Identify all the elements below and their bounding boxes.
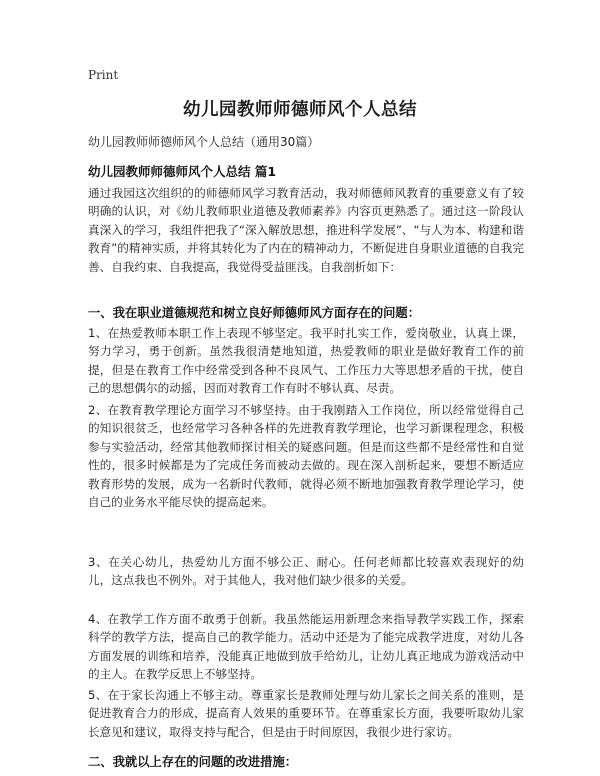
document-subtitle: 幼儿园教师师德师风个人总结（通用30篇） [88, 135, 320, 149]
problem-item-3: 3、在关心幼儿，热爱幼儿方面不够公正、耐心。任何老师都比较喜欢表现好的幼儿，这点我也不例外。对于其他人，我对他们缺少很多的关爱。 [88, 555, 524, 588]
problem-item-1: 1、在热爱教师本职工作上表现不够坚定。我平时扎实工作，爱岗敬业，认真上课，努力学习，勇于创新。虽然我很清楚地知道，热爱教师的职业是做好教育工作的前提，但是在教育工作中经常受到各种不良风气、工作压力大等思想矛盾的干扰，使自己的思想偶尔的动摇，因而对教育工作有时不够认真、尽责。 [88, 326, 524, 396]
problem-item-5: 5、在于家长沟通上不够主动。尊重家长是教师处理与幼儿家长之间关系的准则，是促进教育合力的形成，提高育人效果的重要环节。在尊重家长方面，我要听取幼儿家长意见和建议，取得支持与配合，但是由于时间原因，我很少进行家访。 [88, 688, 524, 739]
problem-item-4: 4、在教学工作方面不敢勇于创新。我虽然能运用新理念来指导教学实践工作，探索科学的教学方法，提高自己的教学能力。活动中还是为了能完成教学进度，对幼儿各方面发展的训练和培养，没能真正地做到放手给幼儿，让幼儿真正地成为游戏活动中的主人。在教学反思上不够坚持。 [88, 612, 524, 682]
heading-improvements: 二、我就以上存在的问题的改进措施： [88, 755, 298, 769]
print-link[interactable]: Print [88, 68, 119, 82]
document-title: 幼儿园教师师德师风个人总结 [183, 100, 417, 120]
problem-item-2: 2、在教育教学理论方面学习不够坚持。由于我刚踏入工作岗位，所以经常觉得自己的知识很贫乏，也经常学习各种各样的先进教育教学理论，也学习新课程理念，积极参与实验活动，经常其他教师探讨相关的疑惑问题。但是而这些都不是经常性和自觉性的，很多时候都是为了完成任务而被动去做的。现在深入剖析起来，要想不断适应教育形势的发展，成为一名新时代教师，就得必须不断地加强教育教学理论学习，使自己的业务水平能尽快的提高起来。 [88, 403, 524, 510]
heading-problems: 一、我在职业道德规范和树立良好师德师风方面存在的问题： [88, 306, 421, 320]
section-title: 幼儿园教师师德师风个人总结 篇1 [88, 164, 277, 179]
intro-paragraph: 通过我园这次组织的的师德师风学习教育活动，我对师德师风教育的重要意义有了较明确的认识，对《幼儿教师职业道德及教师素养》内容页更熟悉了。通过这一阶段认真深入的学习，我组件把我了“深入解放思想，推进科学发展”、“与人为本、构建和谐教育”的精神实质，并将其转化为了内在的精神动力，不断促进自身职业道德的自我完善、自我约束、自我提高，我觉得受益匪浅。自我剖析如下： [88, 186, 524, 274]
